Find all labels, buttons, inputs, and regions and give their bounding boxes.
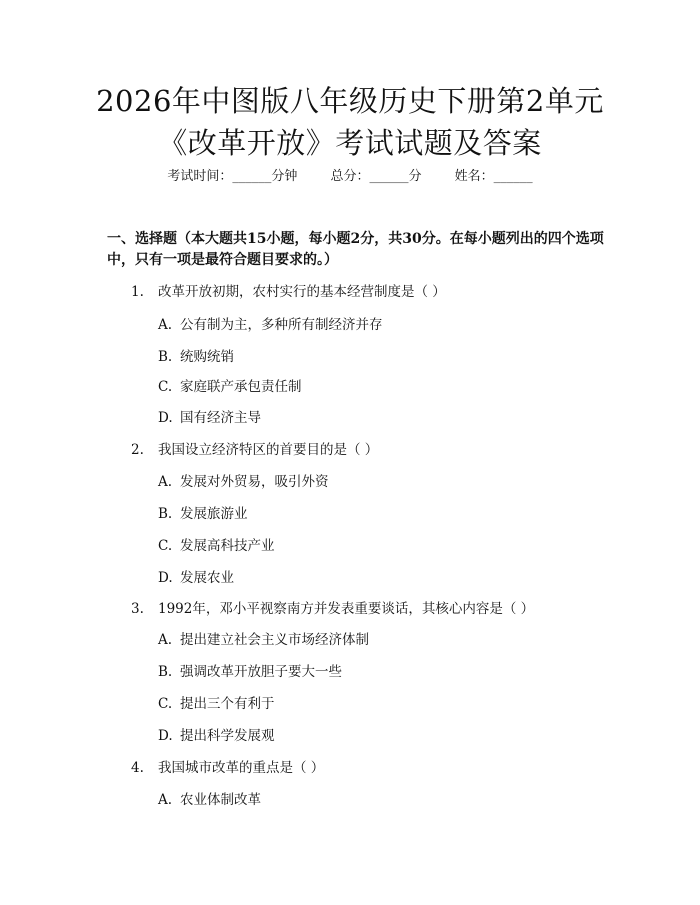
document-title: 2026年中图版八年级历史下册第2单元《改革开放》考试试题及答案 [96,84,604,160]
option-letter: D. [158,728,173,744]
option-letter: A. [158,632,173,648]
option-text: 发展对外贸易，吸引外资 [180,474,329,490]
option-4a [158,791,261,809]
question-4 [131,759,324,777]
option-1d [158,409,261,427]
question-3 [131,600,534,618]
option-3a [158,631,369,649]
question-1 [131,283,446,301]
option-text: 国有经济主导 [180,410,261,426]
option-letter: A. [158,792,173,808]
option-2a [158,473,329,491]
question-text: 我国设立经济特区的首要目的是（ ） [158,442,379,458]
option-text: 统购统销 [180,349,234,365]
name-field: 姓名：______ [454,169,533,184]
option-2c [158,537,275,555]
option-text: 发展农业 [180,570,234,586]
option-1a [158,316,383,334]
exam-meta [0,167,700,187]
option-letter: B. [158,664,173,680]
question-number: 3. [131,601,144,617]
option-letter: C. [158,538,173,554]
question-text: 1992年，邓小平视察南方并发表重要谈话，其核心内容是（ ） [158,601,535,617]
option-letter: B. [158,349,173,365]
question-2 [131,441,378,459]
option-text: 发展旅游业 [180,506,248,522]
option-letter: C. [158,696,173,712]
option-letter: D. [158,410,173,426]
option-letter: C. [158,379,173,395]
question-number: 2. [131,442,144,458]
question-number: 4. [131,760,144,776]
option-letter: A. [158,474,173,490]
option-3c [158,695,275,713]
option-1c [158,378,302,396]
total-score-field: 总分：______分 [330,169,422,184]
question-text: 改革开放初期，农村实行的基本经营制度是（ ） [158,284,446,300]
option-text: 发展高科技产业 [180,538,275,554]
option-text: 家庭联产承包责任制 [180,379,302,395]
question-number: 1. [131,284,144,300]
option-letter: B. [158,506,173,522]
option-letter: D. [158,570,173,586]
option-text: 提出科学发展观 [180,728,275,744]
option-2b [158,505,248,523]
option-3d [158,727,275,745]
question-text: 我国城市改革的重点是（ ） [158,760,325,776]
option-text: 农业体制改革 [180,792,261,808]
exam-time-field: 考试时间：______分钟 [167,169,298,184]
option-2d [158,569,234,587]
section-heading: 一、选择题（本大题共15小题，每小题2分，共30分。在每小题列出的四个选项中，只有一项是最符合题目要求的。） [107,231,604,268]
option-3b [158,663,342,681]
option-letter: A. [158,317,173,333]
option-text: 公有制为主，多种所有制经济并存 [180,317,383,333]
option-text: 提出建立社会主义市场经济体制 [180,632,369,648]
option-text: 提出三个有利于 [180,696,275,712]
option-text: 强调改革开放胆子要大一些 [180,664,342,680]
option-1b [158,348,234,366]
